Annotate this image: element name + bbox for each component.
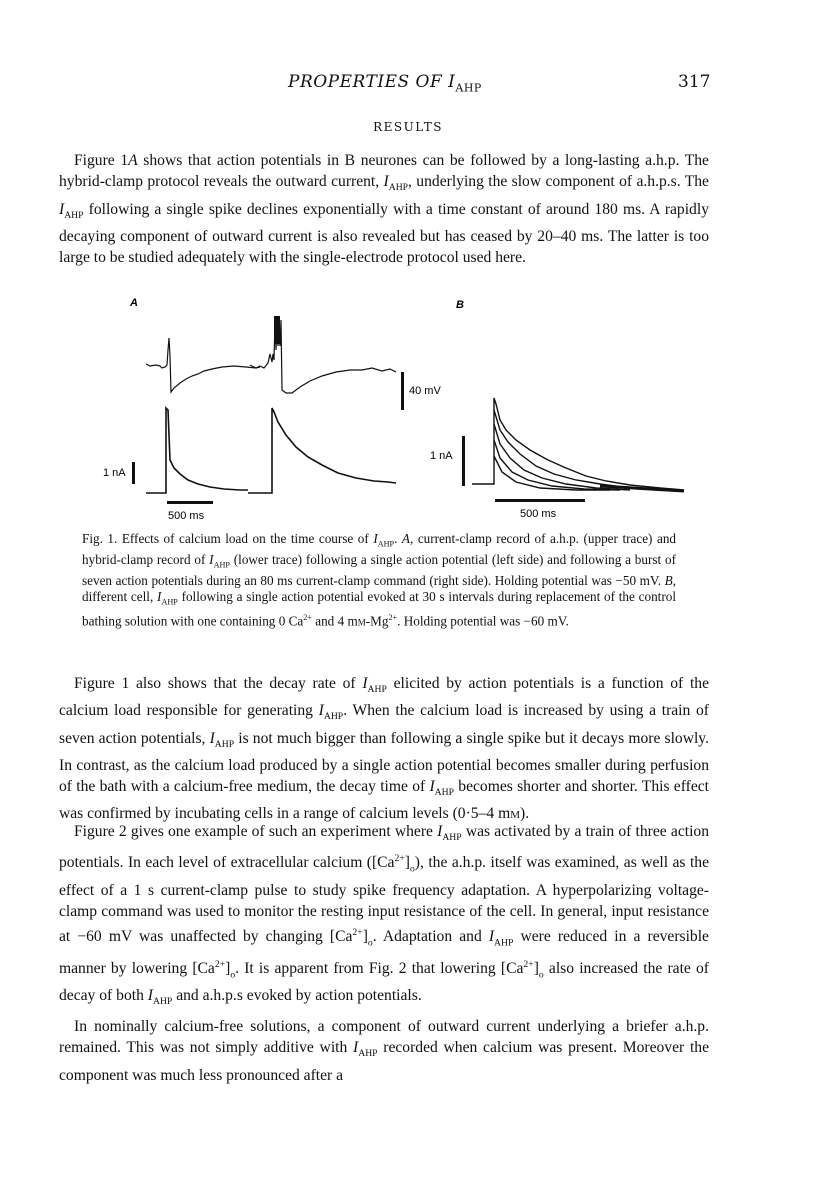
voltage-scale-bar xyxy=(401,372,404,410)
paragraph-3: Figure 2 gives one example of such an experiment where $I_{AHP}$ was activated by a train of three action potentials. In each level of extracellular calcium $([Ca^{2+}]_o)$, the a.h.p. itself was examined, as well as the effect of a 1 s current-clamp pulse to study spike frequency adaptation. A hyperpolarizing voltage-clamp command was used to monitor the resting input resistance of the cell. In general, input resistance at −60 mV was unaffected by changing $[Ca^{2+}]_o$. Adaptation and $I_{AHP}$ were reduced in a reversible manner by lowering $[Ca^{2+}]_o$. It is apparent from Fig. 2 that lowering $[Ca^{2+}]_o$ also increased the rate of decay of both $I_{AHP}$ and a.h.p.s evoked by action potentials. xyxy=(59,823,710,1008)
panel-b-traces xyxy=(472,398,684,490)
panel-a-label: A xyxy=(130,297,138,309)
running-title: PROPERTIES OF I xyxy=(288,72,456,92)
time-scale-bar-b xyxy=(495,499,585,502)
voltage-scale-label: 40 mV xyxy=(409,385,441,397)
section-heading: RESULTS xyxy=(373,120,443,134)
voltage-trace-single-spike xyxy=(146,338,260,392)
figure-1-caption: Fig. 1. Effects of calcium load on the time course of $I_{AHP}$. A, current-clamp record of a.h.p. (upper trace) and hybrid-clamp record of $I_{AHP}$ (lower trace) following a single action potential (left side) and following a burst of seven action potentials during an 80 ms current-clamp command (right side). Holding potential was −50 mV. B, different cell, $I_{AHP}$ following a single action potential evoked at 30 s intervals during replacement of the control bathing solution with one containing 0 $Ca^{2+}$ and 4 $mm-Mg^{2+}$. Holding potential was −60 mV. xyxy=(82,531,677,629)
current-scale-bar-b xyxy=(462,436,465,486)
paragraph-1: Figure 1A shows that action potentials in B neurones can be followed by a long-lasting a.h.p. The hybrid-clamp protocol reveals the outward current, $I_{AHP}$, underlying the slow component of a.h.p.s. The $I_{AHP}$ following a single spike declines exponentially with a time constant of around 180 ms. A rapidly decaying component of outward current is also revealed but has ceased by 20–40 ms. The latter is too large to be studied adequately with the single-electrode protocol used here. xyxy=(59,152,709,267)
paragraph-4: In nominally calcium-free solutions, a component of outward current underlying a briefer a.h.p. remained. This was not simply additive with $I_{AHP}$ recorded when calcium was present. Moreover the component was much less pronounced after a xyxy=(59,1018,709,1084)
current-trace-single-spike xyxy=(146,408,248,493)
time-scale-bar-a xyxy=(167,501,213,504)
current-trace-burst xyxy=(248,408,396,493)
current-scale-label-b: 1 nA xyxy=(430,450,453,462)
figure-1 xyxy=(0,290,816,525)
figure-1-svg xyxy=(0,290,816,525)
running-title-subscript: AHP xyxy=(455,81,482,95)
page-number: 317 xyxy=(678,72,711,92)
time-scale-label-a: 500 ms xyxy=(168,510,205,522)
burst-spikes xyxy=(274,316,280,344)
voltage-trace-burst xyxy=(250,318,396,393)
paragraph-2: Figure 1 also shows that the decay rate of $I_{AHP}$ elicited by action potentials is a function of the calcium load responsible for generating $I_{AHP}$. When the calcium load is increased by using a train of seven action potentials, $I_{AHP}$ is not much bigger than following a single spike but it decays more slowly. In contrast, as the calcium load produced by a single action potential becomes smaller during perfusion of the bath with a calcium-free medium, the decay time of $I_{AHP}$ becomes shorter and shorter. This effect was confirmed by incubating cells in a range of calcium levels (0·5–4 mm). xyxy=(59,675,710,823)
current-scale-label-a: 1 nA xyxy=(103,467,126,479)
panel-b-label: B xyxy=(456,299,464,311)
current-scale-bar-a xyxy=(132,462,135,484)
running-head xyxy=(288,72,482,94)
time-scale-label-b: 500 ms xyxy=(520,508,557,520)
